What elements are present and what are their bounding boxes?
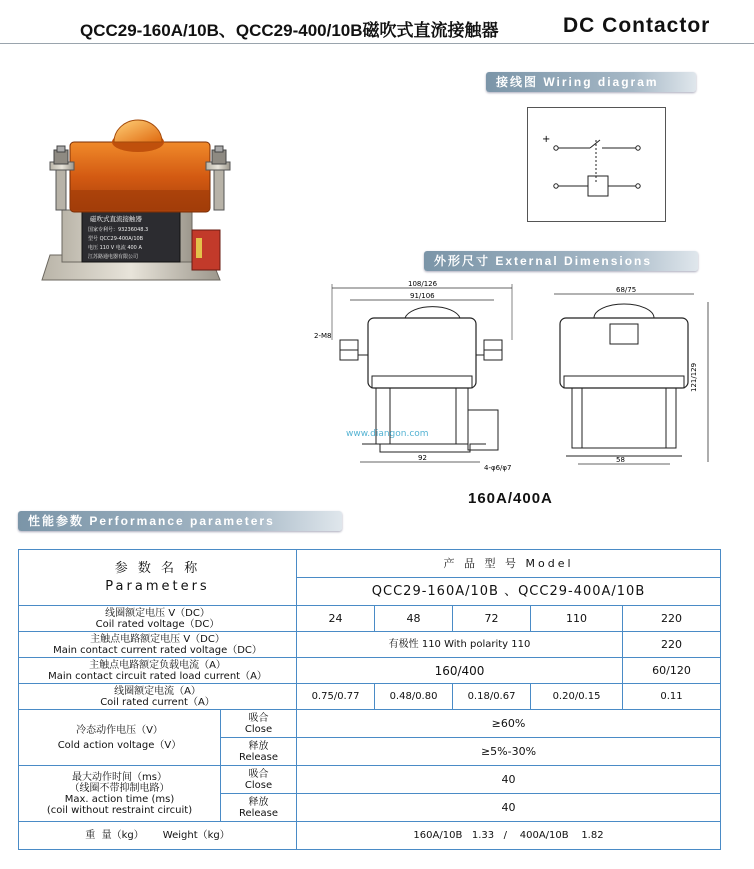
model-names: QCC29-160A/10B 、QCC29-400A/10B <box>297 578 721 606</box>
coil-current-value: 0.20/0.15 <box>531 684 623 710</box>
plate-line1: 磁吹式直流接触器 <box>90 215 142 223</box>
title-en: DC Contactor <box>563 14 711 37</box>
plate-line2: 国家专利号：93236048.3 <box>88 227 149 233</box>
max-action-label: 最大动作时间（ms） （线圈不带抑制电路） Max. action time (ms) (coil without restraint circuit) <box>19 766 221 822</box>
coil-voltage-value: 48 <box>375 606 453 632</box>
section-wiring: 接线图 Wiring diagram <box>486 72 696 92</box>
coil-current-label: 线圈额定电流（A） Coil rated current（A） <box>19 684 297 710</box>
dim-front-inner: 91/106 <box>410 292 435 300</box>
max-action-release-value: 40 <box>297 794 721 822</box>
dim-front-top: 108/126 <box>408 280 438 288</box>
plate-line4: 电压 110 V 电流 400 A <box>88 245 142 251</box>
dim-hole: 2-M8 <box>314 332 332 340</box>
plate-line5: 江苏路通电器有限公司 <box>88 254 139 260</box>
weight-label: 重 量（kg） Weight（kg） <box>19 822 297 850</box>
coil-current-value: 0.11 <box>623 684 721 710</box>
cold-action-release-label: 释放 Release <box>221 738 297 766</box>
wiring-diagram <box>527 107 666 222</box>
param-header <box>19 550 297 606</box>
performance-table <box>18 549 721 850</box>
main-voltage-value-a: 有极性 110 With polarity 110 <box>297 632 623 658</box>
title-divider <box>0 43 754 44</box>
param-header-cn: 参 数 名 称 <box>114 560 201 576</box>
dim-side-height: 121/129 <box>690 362 698 392</box>
section-dimensions: 外形尺寸 External Dimensions <box>424 251 698 271</box>
coil-current-value: 0.48/0.80 <box>375 684 453 710</box>
cold-action-close-value: ≥60% <box>297 710 721 738</box>
main-current-value-a: 160/400 <box>297 658 623 684</box>
main-current-label: 主触点电路额定负载电流（A） Main contact circuit rated load current（A） <box>19 658 297 684</box>
cold-action-close-label: 吸合 Close <box>221 710 297 738</box>
max-action-close-value: 40 <box>297 766 721 794</box>
dim-mount: 4-φ6/φ7 <box>484 464 512 472</box>
product-photo <box>20 90 260 300</box>
dim-side-top: 68/75 <box>616 286 637 294</box>
dim-front-base: 92 <box>418 454 427 462</box>
watermark: www.diangon.com <box>346 429 429 439</box>
cold-action-label: 冷态动作电压（V） Cold action voltage（V） <box>19 710 221 766</box>
param-header-en: Parameters <box>105 578 210 594</box>
dimension-drawing <box>310 280 730 500</box>
max-action-close-label: 吸合 Close <box>221 766 297 794</box>
max-action-release-label: 释放 Release <box>221 794 297 822</box>
coil-voltage-label: 线圈额定电压 V（DC） Coil rated voltage（DC） <box>19 606 297 632</box>
coil-voltage-value: 24 <box>297 606 375 632</box>
dim-side-base: 58 <box>616 456 625 464</box>
plate-line3: 型号 QCC29-400A/10B <box>88 236 144 242</box>
section-performance: 性能参数 Performance parameters <box>18 511 342 531</box>
title-cn: QCC29-160A/10B、QCC29-400/10B磁吹式直流接触器 <box>80 21 499 40</box>
dimension-model-label: 160A/400A <box>468 490 553 507</box>
coil-voltage-value: 72 <box>453 606 531 632</box>
coil-voltage-value: 220 <box>623 606 721 632</box>
page-title <box>0 12 754 44</box>
cold-action-release-value: ≥5%-30% <box>297 738 721 766</box>
model-header: 产 品 型 号 Model <box>297 550 721 578</box>
weight-value: 160A/10B 1.33 / 400A/10B 1.82 <box>297 822 721 850</box>
main-voltage-value-b: 220 <box>623 632 721 658</box>
coil-current-value: 0.75/0.77 <box>297 684 375 710</box>
main-voltage-label: 主触点电路额定电压 V（DC） Main contact current rated voltage（DC） <box>19 632 297 658</box>
coil-voltage-value: 110 <box>531 606 623 632</box>
wiring-plus: + <box>542 134 551 145</box>
coil-current-value: 0.18/0.67 <box>453 684 531 710</box>
main-current-value-b: 60/120 <box>623 658 721 684</box>
